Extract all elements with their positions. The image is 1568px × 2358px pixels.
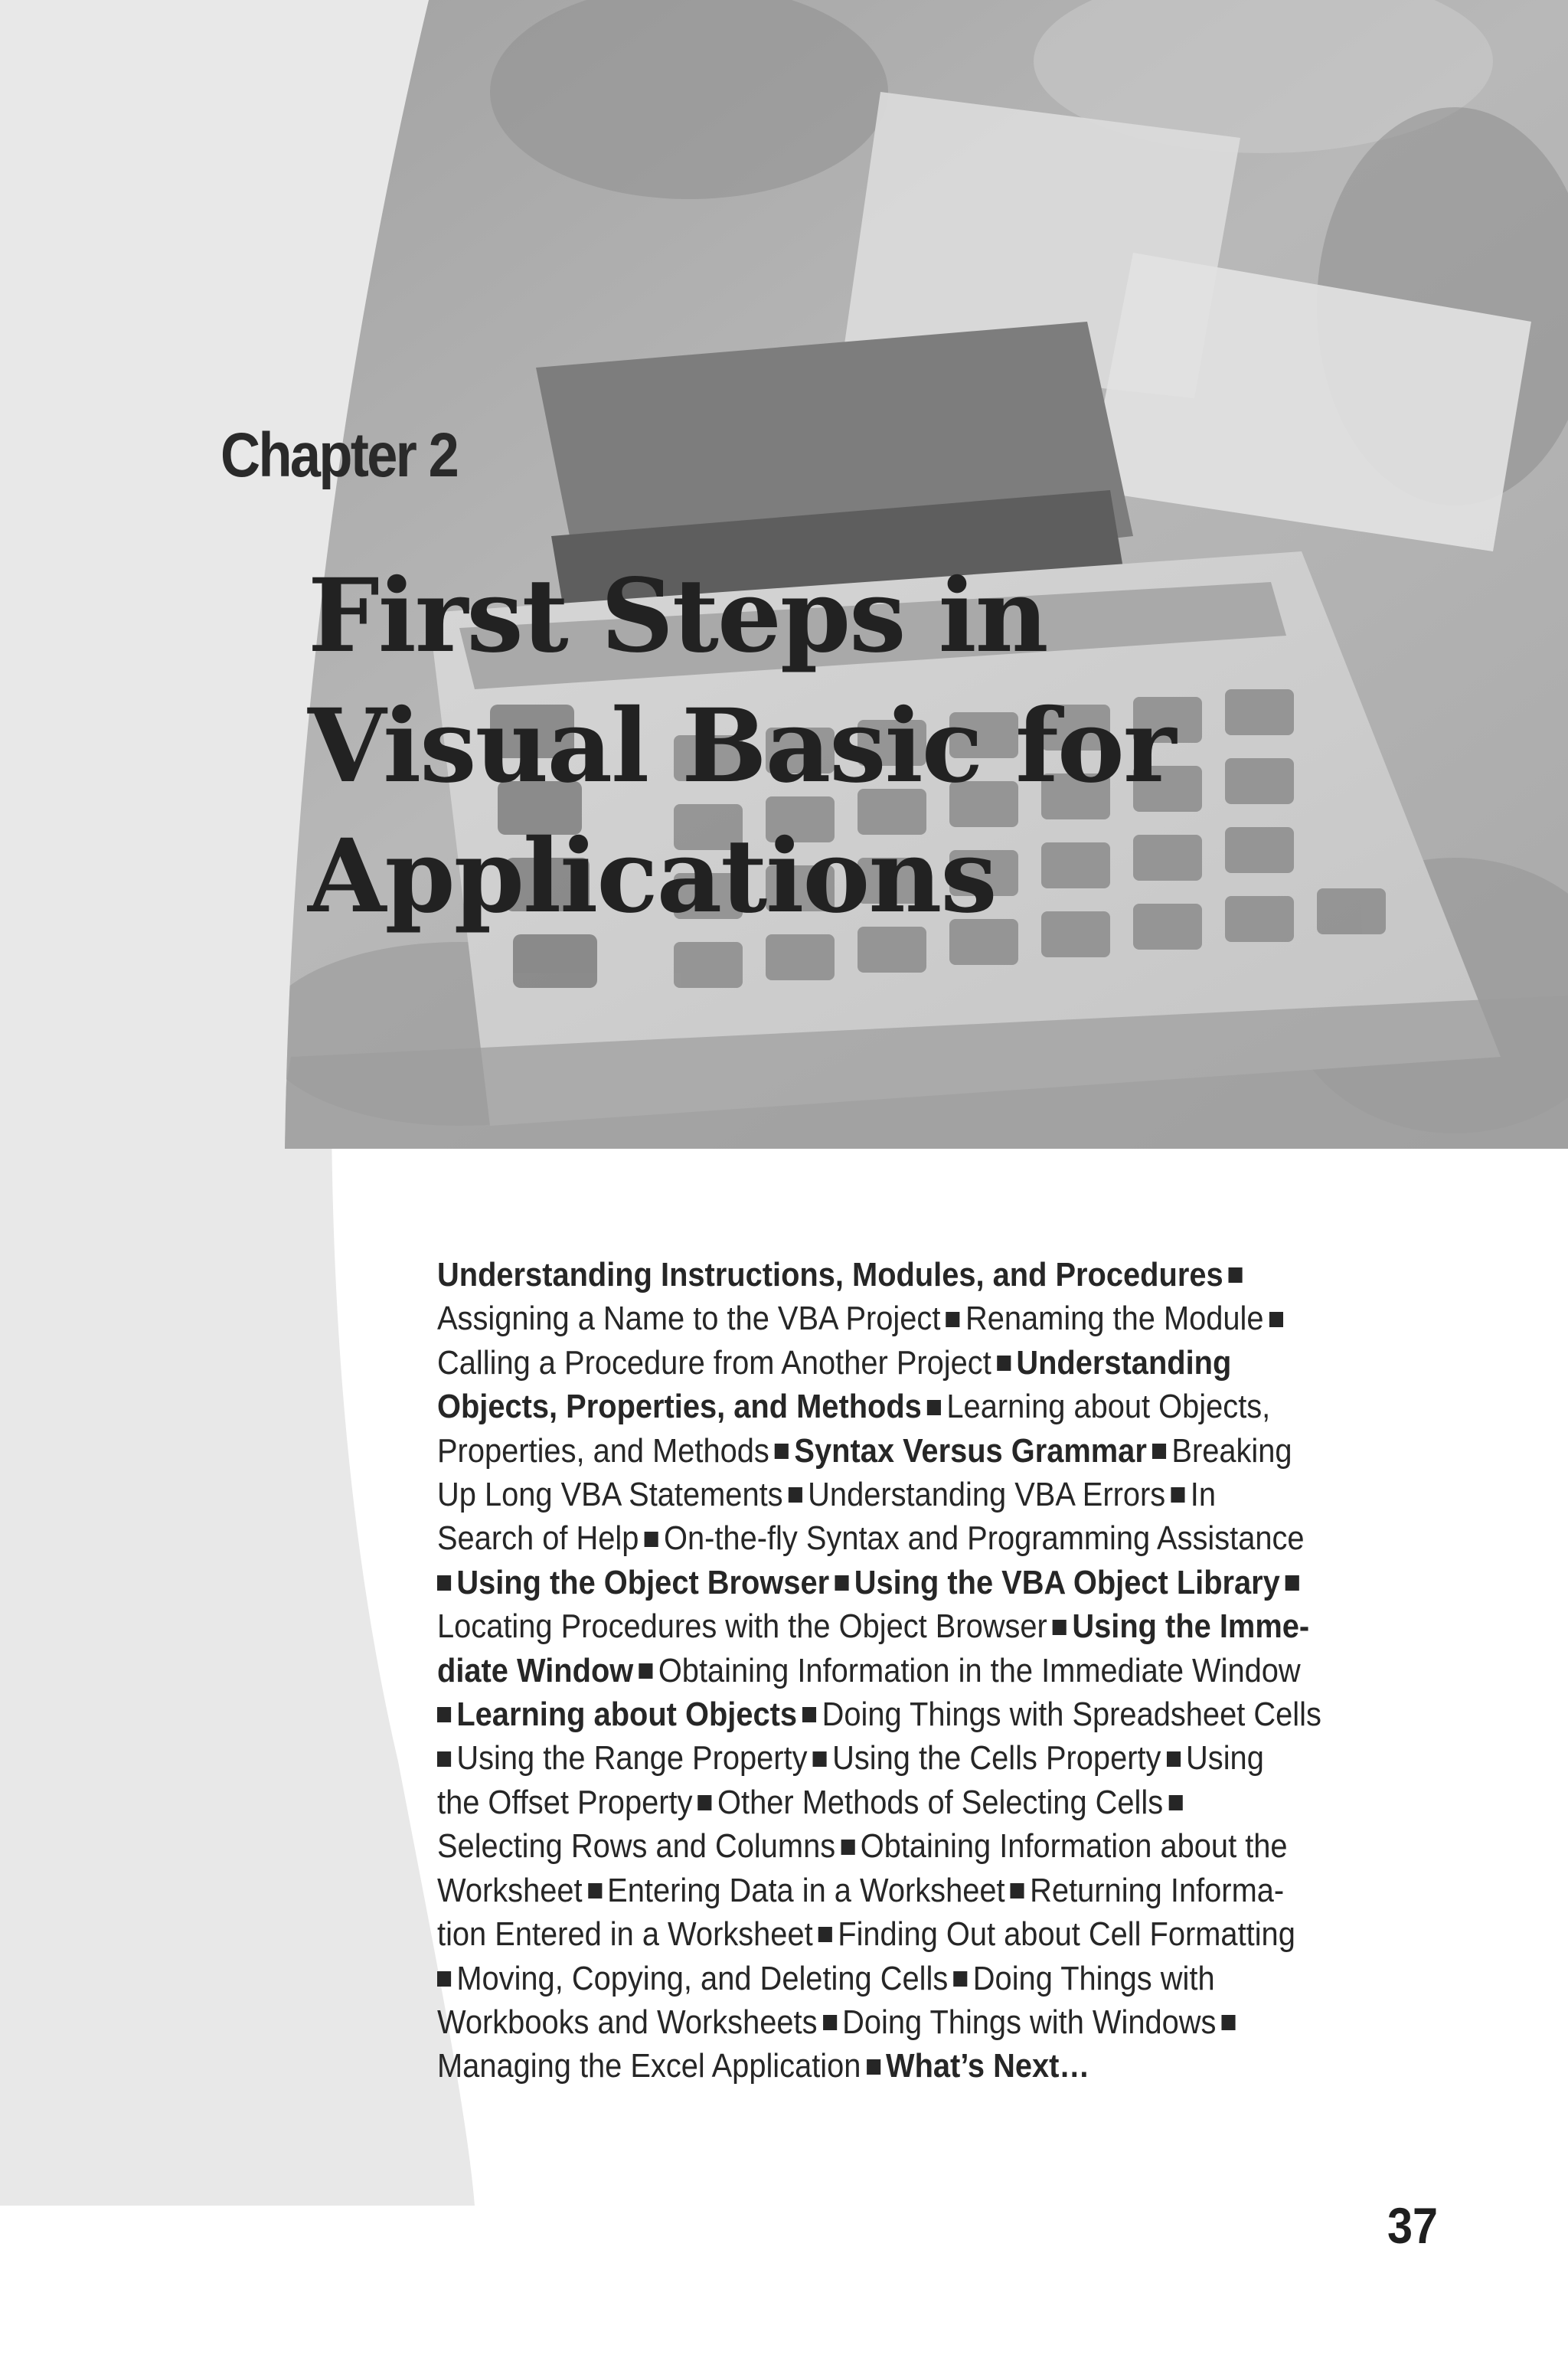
topic-item: Finding Out about Cell Formatting bbox=[838, 1915, 1295, 1954]
chapter-label: Chapter 2 bbox=[220, 420, 458, 490]
topic-item: Moving, Copying, and Deleting Cells bbox=[456, 1959, 949, 1997]
bullet-square-icon bbox=[437, 1751, 451, 1767]
topic-line bbox=[437, 1516, 1305, 1560]
topic-item: Doing Things with bbox=[972, 1959, 1215, 1997]
topic-heading: Using the Imme- bbox=[1072, 1607, 1310, 1646]
topic-heading: diate Window bbox=[437, 1651, 634, 1689]
topic-heading: Understanding Instructions, Modules, and Procedures bbox=[437, 1256, 1223, 1293]
topic-item: Obtaining Information about the bbox=[860, 1827, 1288, 1866]
topic-heading: Syntax Versus Grammar bbox=[794, 1431, 1147, 1470]
topic-line bbox=[437, 1341, 1289, 1385]
topic-item: On-the-fly Syntax and Programming Assistance bbox=[663, 1519, 1305, 1558]
topic-heading: Objects, Properties, and Methods bbox=[437, 1388, 922, 1426]
topic-line bbox=[437, 1385, 1289, 1428]
bullet-square-icon bbox=[645, 1532, 658, 1547]
topic-heading: What’s Next… bbox=[886, 2047, 1090, 2085]
bullet-square-icon bbox=[698, 1795, 712, 1810]
topic-line bbox=[437, 1912, 1295, 1956]
bullet-square-icon bbox=[813, 1751, 827, 1767]
topic-item: Entering Data in a Worksheet bbox=[607, 1871, 1005, 1909]
topic-item: Renaming the Module bbox=[965, 1300, 1264, 1338]
bullet-square-icon bbox=[588, 1883, 602, 1899]
topic-line bbox=[437, 1297, 1289, 1340]
topic-item: Using bbox=[1186, 1739, 1264, 1777]
bullet-square-icon bbox=[639, 1663, 652, 1679]
topic-item: Calling a Procedure from Another Project bbox=[437, 1343, 991, 1382]
topic-line bbox=[437, 1781, 1289, 1824]
bullet-square-icon bbox=[802, 1707, 816, 1722]
bullet-square-icon bbox=[1167, 1751, 1181, 1767]
bullet-square-icon bbox=[437, 1707, 451, 1722]
topic-line bbox=[437, 1561, 1289, 1604]
topic-item: Learning about Objects, bbox=[946, 1388, 1271, 1426]
topic-item: Returning Informa- bbox=[1030, 1871, 1285, 1909]
topic-line bbox=[437, 1253, 1289, 1297]
topic-heading: Using the VBA Object Library bbox=[854, 1563, 1280, 1601]
bullet-square-icon bbox=[1152, 1444, 1166, 1459]
bullet-square-icon bbox=[1229, 1267, 1243, 1283]
topic-item: Search of Help bbox=[437, 1519, 639, 1558]
topic-line bbox=[437, 1736, 1289, 1780]
topic-item: Breaking bbox=[1171, 1431, 1292, 1470]
topic-item: Locating Procedures with the Object Browser bbox=[437, 1607, 1047, 1646]
bullet-square-icon bbox=[1053, 1620, 1067, 1635]
topic-line bbox=[437, 1649, 1301, 1692]
bullet-square-icon bbox=[1269, 1312, 1283, 1327]
bullet-square-icon bbox=[997, 1356, 1011, 1371]
topic-line bbox=[437, 1824, 1289, 1868]
bullet-square-icon bbox=[841, 1840, 854, 1855]
topic-line bbox=[437, 1604, 1310, 1648]
topic-item: Using the Cells Property bbox=[832, 1739, 1161, 1777]
topic-line bbox=[437, 2044, 1289, 2088]
topic-item: tion Entered in a Worksheet bbox=[437, 1915, 813, 1954]
bullet-square-icon bbox=[953, 1971, 967, 1987]
topic-line bbox=[437, 1692, 1321, 1736]
page-number: 37 bbox=[1387, 2197, 1439, 2254]
bullet-square-icon bbox=[1285, 1575, 1299, 1591]
topic-item: Properties, and Methods bbox=[437, 1431, 769, 1470]
topic-line bbox=[437, 1869, 1289, 1912]
bullet-square-icon bbox=[789, 1487, 802, 1503]
bullet-square-icon bbox=[437, 1971, 451, 1987]
chapter-title bbox=[308, 551, 1380, 942]
topic-line bbox=[437, 2000, 1289, 2044]
bullet-square-icon bbox=[1011, 1883, 1024, 1899]
chapter-title-line: Visual Basic for bbox=[308, 687, 1175, 806]
chapter-title-line: First Steps in bbox=[308, 557, 1047, 675]
bullet-square-icon bbox=[1171, 1487, 1184, 1503]
topic-item: Understanding VBA Errors bbox=[808, 1476, 1166, 1514]
topic-item: Worksheet bbox=[437, 1871, 583, 1909]
bullet-square-icon bbox=[927, 1400, 941, 1415]
topic-line bbox=[437, 1957, 1289, 2000]
topic-line bbox=[437, 1429, 1292, 1473]
bullet-square-icon bbox=[1168, 1795, 1182, 1810]
topic-heading: Understanding bbox=[1016, 1343, 1232, 1382]
bullet-square-icon bbox=[946, 1312, 960, 1327]
topic-item: Doing Things with Windows bbox=[842, 2003, 1217, 2041]
topic-item: the Offset Property bbox=[437, 1783, 693, 1821]
topic-item: Workbooks and Worksheets bbox=[437, 2003, 818, 2041]
bullet-square-icon bbox=[835, 1575, 848, 1591]
topic-item: Up Long VBA Statements bbox=[437, 1476, 783, 1514]
bullet-square-icon bbox=[867, 2059, 880, 2075]
topic-item: Doing Things with Spreadsheet Cells bbox=[822, 1696, 1321, 1734]
chapter-topics-list bbox=[437, 1253, 1321, 2088]
topic-item: In bbox=[1190, 1476, 1216, 1514]
topic-item: Other Methods of Selecting Cells bbox=[717, 1783, 1164, 1821]
topic-item: Obtaining Information in the Immediate Window bbox=[658, 1651, 1301, 1689]
bullet-square-icon bbox=[818, 1927, 832, 1942]
topic-line bbox=[437, 1473, 1289, 1516]
topic-item: Managing the Excel Application bbox=[437, 2047, 861, 2085]
topic-heading: Using the Object Browser bbox=[456, 1563, 830, 1601]
topic-item: Using the Range Property bbox=[456, 1739, 808, 1777]
topic-item: Assigning a Name to the VBA Project bbox=[437, 1300, 941, 1338]
topic-heading: Learning about Objects bbox=[456, 1696, 798, 1734]
chapter-title-line: Applications bbox=[308, 817, 996, 936]
bullet-square-icon bbox=[775, 1444, 789, 1459]
bullet-square-icon bbox=[1222, 2015, 1236, 2030]
bullet-square-icon bbox=[823, 2015, 837, 2030]
topic-item: Selecting Rows and Columns bbox=[437, 1827, 836, 1866]
bullet-square-icon bbox=[437, 1575, 451, 1591]
